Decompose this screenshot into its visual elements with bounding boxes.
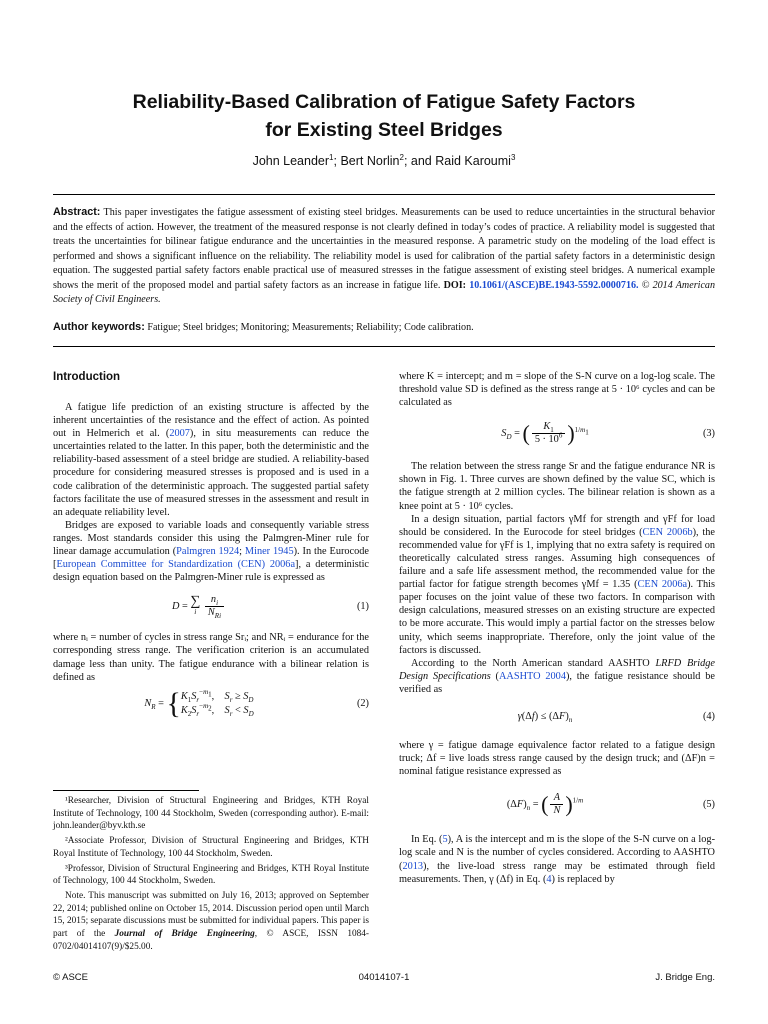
right-column [399, 370, 715, 886]
author-2-affiliation: 2 [399, 152, 404, 162]
citation-link[interactable]: European Committee for Standardization (CEN) 2006a [56, 559, 296, 571]
footnote-rule [53, 790, 199, 791]
abstract-bottom-rule [53, 346, 715, 347]
author-3-affiliation: 3 [510, 152, 516, 162]
equation-4-number: (4) [702, 710, 715, 722]
equation-4 [399, 710, 715, 723]
text-run: ; [239, 546, 245, 558]
text-run: ), the recommended value for γFf is 1, implying that no extra safety is required on theoretically calculated stress ranges. Assuming high consequences of failure and a safe life assessment method, the recommended value for the partial factor for fatigue strength becomes γMf = 1.35 ( [399, 526, 715, 591]
copyright-notice: © 2014 American Society of Civil Engineers. [53, 279, 716, 306]
equation-1-number: (1) [356, 601, 369, 613]
equation-5-formula: $(\Delta F)_n$ = ( $\frac{A}{N}$ )$^{1/m}$ [506, 791, 584, 817]
keywords-block [53, 320, 715, 335]
footnotes [53, 795, 369, 955]
text-run: ), the live-load stress range may be estimated through field measurements. Then, γ (Δf) in Eq. ( [399, 860, 715, 885]
equation-2 [53, 686, 369, 720]
left-column [53, 370, 369, 724]
citation-link[interactable]: CEN 2006a [637, 579, 688, 591]
abstract-block [53, 205, 715, 308]
equation-2-formula: $N_R$ = { $K_1S_r^{-m_1}$, $S_r \ge S_D$ $K_2S_r^{-m_2}$, $S_r < S_D$ [144, 686, 254, 720]
text-run: ), in situ measurements can reduce the uncertainties related to the latter. In this paper, both the deterministic and the reliability-based assessment of a steel bridge are studied. A reliability-based procedure for considering measured stresses is proposed and is used in a code calibration of the deterministic approach. The suggested partial safety factors facilitate the use of measured stresses in the assessment and result in an adequate reliability level. [53, 428, 370, 518]
intro-paragraph-1 [53, 401, 369, 519]
text-run: ) is replaced by [551, 873, 615, 885]
text-run: In Eq. ( [411, 834, 443, 846]
citation-link[interactable]: 2013 [402, 860, 424, 872]
author-list [0, 154, 768, 168]
author-separator: ; [333, 154, 341, 168]
right-paragraph-5: where γ = fatigue damage equivalence factor related to a fatigue design truck; Δf = live loads stress range caused by the design truck; and (ΔF)n = nominal fatigue resistance expressed as [399, 740, 715, 778]
page-footer [53, 972, 715, 986]
manuscript-note [53, 890, 369, 954]
equation-3-number: (3) [702, 428, 715, 440]
intro-paragraph-3: where nᵢ = number of cycles in stress range Srᵢ; and NRᵢ = endurance for the corresponding stress range. The verification criterion is an accumulated damage less than unity. The fatigue endurance with a bilinear relation is defined as [53, 632, 369, 683]
footnote-3: ³Professor, Division of Structural Engineering and Bridges, KTH Royal Institute of Technology, 100 44 Stockholm, Sweden. [53, 863, 369, 887]
abstract-top-rule [53, 194, 715, 195]
paper-title [0, 88, 768, 144]
text-run: ). This paper focuses on the joint value of these two factors. In comparison with design calculations, measured stresses on an existing structure are expected to be more accurate. This would imply a partial factor on the stresses below unity, which seems inappropriate. Therefore, only the joint value of the factors is discussed. [399, 579, 715, 656]
journal-name: Journal of Bridge Engineering [114, 929, 255, 940]
author-1-affiliation: 1 [329, 152, 334, 162]
right-paragraph-3 [399, 513, 715, 657]
text-run: ), the fatigue resistance should be verified as [399, 670, 715, 695]
text-run: In a design situation, partial factors γMf for strength and γFf for load should be considered. In the Eurocode for steel bridges ( [399, 513, 715, 538]
equation-4-formula: $\gamma(\Delta f) \le (\Delta F)_n$ [517, 710, 573, 725]
footer-journal: J. Bridge Eng. [655, 972, 715, 983]
author-separator: ; and [403, 154, 436, 168]
abstract-label: Abstract: [53, 206, 101, 218]
text-run: Bridges are exposed to variable loads and consequently variable stress ranges. Most standards consider this using the Palmgren-Miner rule for linear damage accumulation ( [53, 519, 369, 558]
section-heading-introduction: Introduction [53, 371, 121, 383]
title-line-1: Reliability-Based Calibration of Fatigue Safety Factors [132, 91, 636, 113]
equation-3-formula: $S_D$ = ( $\frac{K_1}{5 \cdot 10^6}$ )$^{1/m_1}$ [501, 420, 589, 446]
right-paragraph-4 [399, 657, 715, 696]
intro-paragraph-2 [53, 519, 369, 584]
text-run: ). In the Eurocode [ [53, 546, 369, 571]
text-run: ( [490, 670, 499, 682]
footnote-1: ¹Researcher, Division of Structural Engineering and Bridges, KTH Royal Institute of Technology, 100 44 Stockholm, Sweden (corresponding author). E-mail: john.leander@byv.kth.se [53, 796, 369, 832]
citation-link[interactable]: Palmgren 1924 [176, 546, 240, 558]
equation-3 [399, 421, 715, 446]
title-line-2: for Existing Steel Bridges [265, 119, 503, 141]
author-3: Raid Karoumi [435, 154, 511, 168]
citation-link[interactable]: AASHTO 2004 [499, 670, 566, 682]
citation-link[interactable]: CEN 2006b [642, 526, 693, 538]
text-run: ], a deterministic design equation based on the Palmgren-Miner rule is expressed as [53, 559, 369, 584]
right-paragraph-1: where K = intercept; and m = slope of the S-N curve on a log-log scale. The threshold value SD is defined as the stress range at 5 · 10⁶ cycles and can be calculated as [399, 371, 715, 409]
doi-link[interactable]: 10.1061/(ASCE)BE.1943-5592.0000716. [469, 279, 639, 291]
right-paragraph-2: The relation between the stress range Sr and the fatigue endurance NR is shown in Fig. 1. Three curves are shown defined by the value SC, which is the fatigue strength at 2 million cycles. The bilinear relation is shown as a knee point at 5 · 10⁶ cycles. [399, 461, 715, 512]
abstract-text: This paper investigates the fatigue assessment of existing steel bridges. Measurements can be used to reduce uncertainties in the structural behavior and the effects of action. However, the treatment of the measured response is not clearly defined in today’s codes of practice. A reliability model is suggested that treats the uncertainties for bilinear fatigue endurance and the uncertainties in the measured response. A parametric study on the modeling of the load effect is performed and shows a significant influence on the reliability. The reliability model is used for calibration of the partial safety factors in a deterministic design equation. The suggested partial safety factors enable practical use of measured stresses in the fatigue assessment of existing steel bridges. A numerical example shows the merit of the proposed model and partial safety factors as an increase in fatigue life. [53, 207, 716, 291]
italic-title: LRFD Bridge Design Specifications [399, 657, 715, 682]
citation-link[interactable]: Miner 1945 [244, 546, 294, 558]
footer-page-id: 04014107-1 [358, 972, 410, 983]
text-run: ), A is the intercept and m is the slope of the S-N curve on a log-log scale and N is the number of cycles considered. According to AASHTO ( [399, 834, 716, 872]
right-paragraph-6 [399, 833, 715, 885]
footer-copyright: © ASCE [53, 972, 88, 983]
equation-5-number: (5) [702, 799, 715, 811]
author-2: Bert Norlin [340, 154, 400, 168]
text-run: Note. This manuscript was submitted on July 16, 2013; approved on September 22, 2014; published online on October 15, 2014. Discussion period open until March 15, 2015; separate discussions must be submitted for individual papers. This paper is part of the [53, 890, 369, 940]
footnote-2: ²Associate Professor, Division of Structural Engineering and Bridges, KTH Royal Institute of Technology, 100 44 Stockholm, Sweden. [53, 836, 369, 859]
text-run: According to the North American standard AASHTO [411, 657, 656, 669]
citation-link[interactable]: 2007 [169, 428, 190, 440]
equation-link[interactable]: 5 [442, 834, 448, 846]
equation-2-number: (2) [356, 698, 369, 710]
keywords-label: Author keywords: [53, 321, 145, 333]
doi-label: DOI: [443, 279, 467, 291]
author-1: John Leander [252, 154, 330, 168]
equation-link[interactable]: 4 [546, 873, 552, 885]
keywords-text: Fatigue; Steel bridges; Monitoring; Measurements; Reliability; Code calibration. [147, 322, 474, 333]
equation-1-formula: D = ∑ i $\frac{n_i}{N_{Ri}}$ [53, 594, 345, 619]
text-run: A fatigue life prediction of an existing structure is affected by the inherent uncertainties of the resistance and the effect of action. As pointed out in Helmerich et al. ( [53, 402, 369, 440]
equation-1 [53, 594, 369, 619]
text-run: , © ASCE, ISSN 1084-0702/04014107(9)/$25.00. [53, 929, 370, 952]
equation-5 [399, 792, 715, 817]
